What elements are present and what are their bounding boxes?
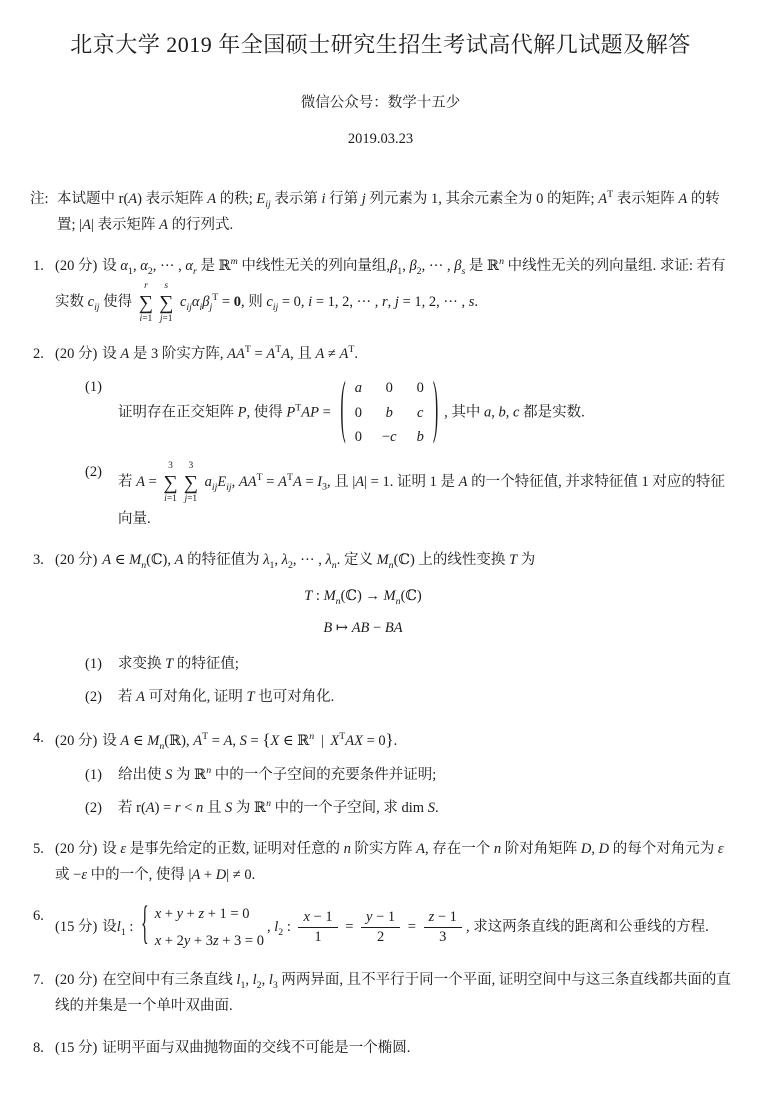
- part-text: 若 A 可对角化, 证明 T 也可对角化.: [118, 688, 335, 705]
- problem-points: (20 分): [55, 972, 98, 989]
- problem-4-part-1: [85, 762, 731, 788]
- problem-number: 4.: [33, 729, 44, 746]
- date: 2019.03.23: [347, 131, 414, 147]
- problem-points: (15 分): [55, 1039, 98, 1056]
- page-title: 北京大学 2019 年全国硕士研究生招生考试高代解几试题及解答: [70, 32, 691, 57]
- problem-text: (20 分) A ∈ $M_n(ℂ)$, A 的特征值为 $\lambda_1$, $\lambda_2$, ··· , $\lambda_n$. 定义 $M_n(ℂ)$ 上的线性变换 T 为: [55, 552, 536, 572]
- problem-points: (20 分): [55, 732, 98, 749]
- problem-text: 设$l_1$ : { x + y + z + 1 = 0 x + 2y + 3z + 3 = 0 , $l_2$ : $\frac{x - 1}{1}$ = $\frac{y - 1}{2}$ = $\frac{z - 1}{3}$ , 求这两条直线的距离和公垂线的方程.: [102, 900, 709, 950]
- part-label: (2): [85, 464, 102, 481]
- part-label: (2): [85, 799, 102, 816]
- problem-1: [30, 253, 731, 326]
- problem-list: [30, 253, 731, 1060]
- part-text: 给出使 S 为 ℝ$^n$ 中的一个子空间的充要条件并证明;: [118, 764, 437, 783]
- problem-number: 2.: [33, 346, 44, 363]
- problem-text: 证明平面与双曲抛物面的交线不可能是一个椭圆.: [102, 1039, 411, 1056]
- problem-text: 设 $\alpha_1$, $\alpha_2$, ··· , $\alpha_r$ 是 ℝ$^m$ 中线性无关的列向量组$,\beta_1$, $\beta_2$, ··· , $\beta_s$ 是 ℝ$^n$ 中线性无关的列向量组. 求证: 若有实数 $c_{ij}$ 使得 r ∑ i=1 s ∑ j=1 $c_{ij}\alpha_i\beta_j^T = 0$, 则 $c_{ij} = 0$, i = 1, 2, ··· , r, j = 1, 2, ··· , s.: [55, 256, 726, 324]
- notation-note: [30, 186, 731, 238]
- problem-2: [30, 341, 731, 532]
- problem-points: (20 分): [55, 552, 98, 569]
- problem-points: (15 分): [55, 919, 98, 936]
- problem-2-part-1: [85, 371, 731, 452]
- problem-text: (20 分) 设 A ∈ $M_n(ℝ)$, $A^T = A$, S = {X ∈ ℝ$^n$ | $X^TAX = 0$}.: [55, 729, 398, 752]
- part-label: (1): [85, 766, 102, 783]
- part-text: 若 r(A) = r < n 且 S 为 ℝ$^n$ 中的一个子空间, 求 dim S.: [118, 798, 439, 816]
- problem-3-part-1: [85, 651, 731, 677]
- map-definition-line: T : $M_n(ℂ)$ → $M_n(ℂ)$: [304, 588, 422, 608]
- problem-number: 1.: [33, 258, 44, 275]
- problem-8: [30, 1035, 731, 1061]
- part-label: (2): [85, 688, 102, 705]
- problem-text: 设 ε 是事先给定的正数, 证明对任意的 n 阶实方阵 A, 存在一个 n 阶对角矩阵 D, D 的每个对角元为 ε 或 −ε 中的一个, 使得 |A + D| ≠ 0.: [55, 840, 724, 884]
- problem-number: 3.: [33, 552, 44, 569]
- problem-2-part-2: [85, 459, 731, 532]
- problem-4-part-2: [85, 795, 731, 821]
- part-text: 求变换 T 的特征值;: [118, 655, 239, 672]
- problem-3-part-2: [85, 684, 731, 710]
- problem-number: 5.: [33, 840, 44, 857]
- problem-3: [30, 547, 731, 709]
- problem-number: 7.: [33, 972, 44, 989]
- problem-points: (20 分): [55, 840, 98, 857]
- note-label: 注:: [30, 191, 49, 207]
- problem-text: 在空间中有三条直线 $l_1$, $l_2$, $l_3$ 两两异面, 且不平行于同一个平面, 证明空间中与这三条直线都共面的直线的并集是一个单叶双曲面.: [55, 972, 731, 1015]
- problem-points: (20 分): [55, 346, 98, 363]
- subtitle-wechat-account: 微信公众号：数学十五少: [300, 95, 461, 111]
- problem-points: (20 分): [55, 258, 98, 275]
- map-rule-line: B ↦ AB − BA: [323, 620, 403, 637]
- problem-4: [30, 725, 731, 821]
- note-body: 本试题中 r(A) 表示矩阵 A 的秩; $E_{ij}$ 表示第 i 行第 j 列元素为 1, 其余元素全为 0 的矩阵; $A^T$ 表示矩阵 A 的转置; |A| 表示矩阵 A 的行列式.: [57, 189, 720, 234]
- part-text: 证明存在正交矩阵 P, 使得 $P^TAP$ = ( a 0 0 0 b c 0 −c b ) , 其中 a, b, c 都是实数.: [118, 371, 585, 447]
- part-text: 若 A = 3 ∑ i=1 3 ∑ j=1 $a_{ij}E_{ij}$, $AA^T = A^TA = I_3$, 且 |A| = 1. 证明 1 是 A 的一个特征值, 并求特征值 1 对应的特征向量.: [118, 461, 725, 528]
- problem-text: (20 分) 设 A 是 3 阶实方阵, $AA^T = A^TA$, 且 $A \ne A^T$.: [55, 344, 359, 363]
- problem-number: 8.: [33, 1039, 44, 1056]
- problem-6: [30, 900, 731, 952]
- display-equation: [55, 583, 671, 642]
- problem-number: 6.: [33, 908, 44, 925]
- problem-5: [30, 836, 731, 888]
- part-label: (1): [85, 379, 102, 396]
- part-label: (1): [85, 655, 102, 672]
- problem-7: [30, 967, 731, 1019]
